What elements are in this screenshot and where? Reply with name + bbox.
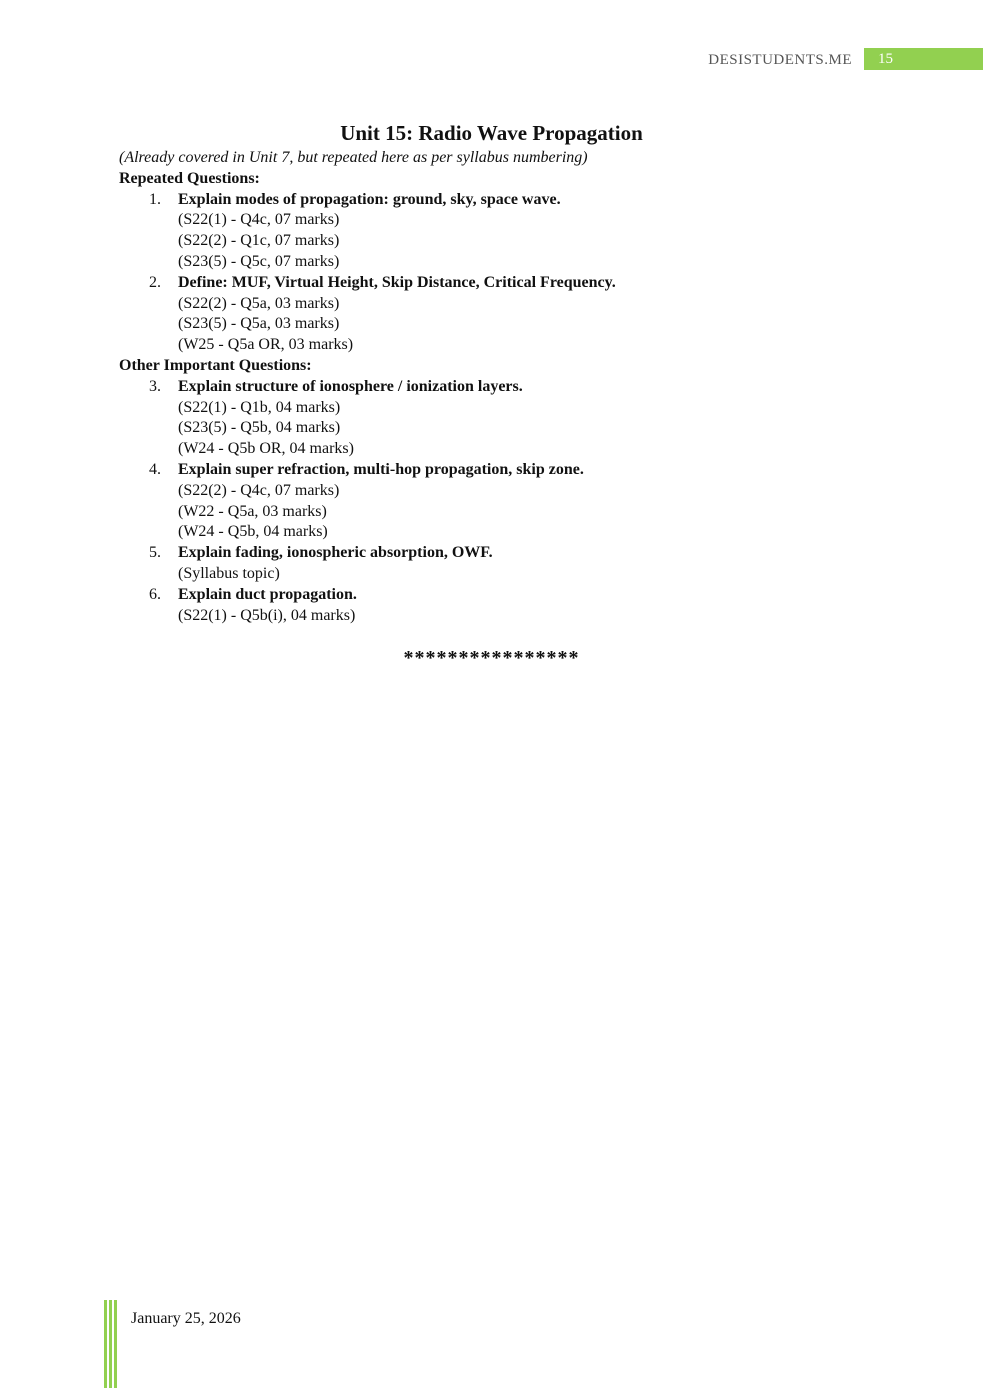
question-reference: (W24 - Q5b OR, 04 marks) — [178, 440, 354, 458]
footer-bar — [104, 1300, 107, 1388]
question-reference: (S23(5) - Q5c, 07 marks) — [178, 252, 340, 270]
question-reference: (S23(5) - Q5a, 03 marks) — [178, 315, 340, 333]
question-reference: (S22(1) - Q5b(i), 04 marks) — [178, 606, 356, 624]
question-number: 4. — [149, 460, 161, 478]
question-reference: (W24 - Q5b, 04 marks) — [178, 523, 328, 541]
question-number: 1. — [149, 190, 161, 208]
site-name: DESISTUDENTS.ME — [708, 52, 852, 68]
footer-date: January 25, 2026 — [131, 1310, 241, 1327]
section-separator: **************** — [403, 647, 580, 670]
footer-accent-bars — [104, 1300, 118, 1388]
question-number: 6. — [149, 585, 161, 603]
question-number: 3. — [149, 377, 161, 395]
other-questions-heading: Other Important Questions: — [119, 356, 312, 374]
question-reference: (S22(1) - Q1b, 04 marks) — [178, 398, 341, 416]
question-text: Explain structure of ionosphere / ionization layers. — [178, 377, 523, 395]
question-reference: (S22(2) - Q4c, 07 marks) — [178, 481, 340, 499]
page-header — [708, 48, 983, 70]
question-reference: (S22(1) - Q4c, 07 marks) — [178, 211, 340, 229]
question-item — [119, 460, 864, 543]
document-body — [119, 118, 864, 669]
question-number: 5. — [149, 544, 161, 562]
question-reference: (S22(2) - Q5a, 03 marks) — [178, 294, 340, 312]
question-reference: (Syllabus topic) — [178, 564, 280, 582]
question-reference: (S23(5) - Q5b, 04 marks) — [178, 419, 341, 437]
question-text: Explain modes of propagation: ground, sky, space wave. — [178, 190, 561, 208]
question-text: Explain super refraction, multi-hop propagation, skip zone. — [178, 460, 584, 478]
question-reference: (W25 - Q5a OR, 03 marks) — [178, 336, 354, 354]
question-item — [119, 377, 864, 460]
question-text: Define: MUF, Virtual Height, Skip Distance, Critical Frequency. — [178, 273, 616, 291]
question-number: 2. — [149, 273, 161, 291]
question-text: Explain fading, ionospheric absorption, OWF. — [178, 544, 493, 562]
question-item — [119, 190, 864, 273]
question-item — [119, 273, 864, 356]
page-number: 15 — [864, 48, 983, 70]
footer-bar — [114, 1300, 117, 1388]
question-text: Explain duct propagation. — [178, 585, 357, 603]
unit-subtitle: (Already covered in Unit 7, but repeated here as per syllabus numbering) — [119, 149, 588, 166]
question-reference: (W22 - Q5a, 03 marks) — [178, 502, 327, 520]
question-item — [119, 543, 864, 585]
repeated-questions-heading: Repeated Questions: — [119, 169, 260, 187]
question-reference: (S22(2) - Q1c, 07 marks) — [178, 232, 340, 250]
question-item — [119, 585, 864, 627]
unit-title: Unit 15: Radio Wave Propagation — [340, 121, 643, 145]
footer-bar — [109, 1300, 112, 1388]
